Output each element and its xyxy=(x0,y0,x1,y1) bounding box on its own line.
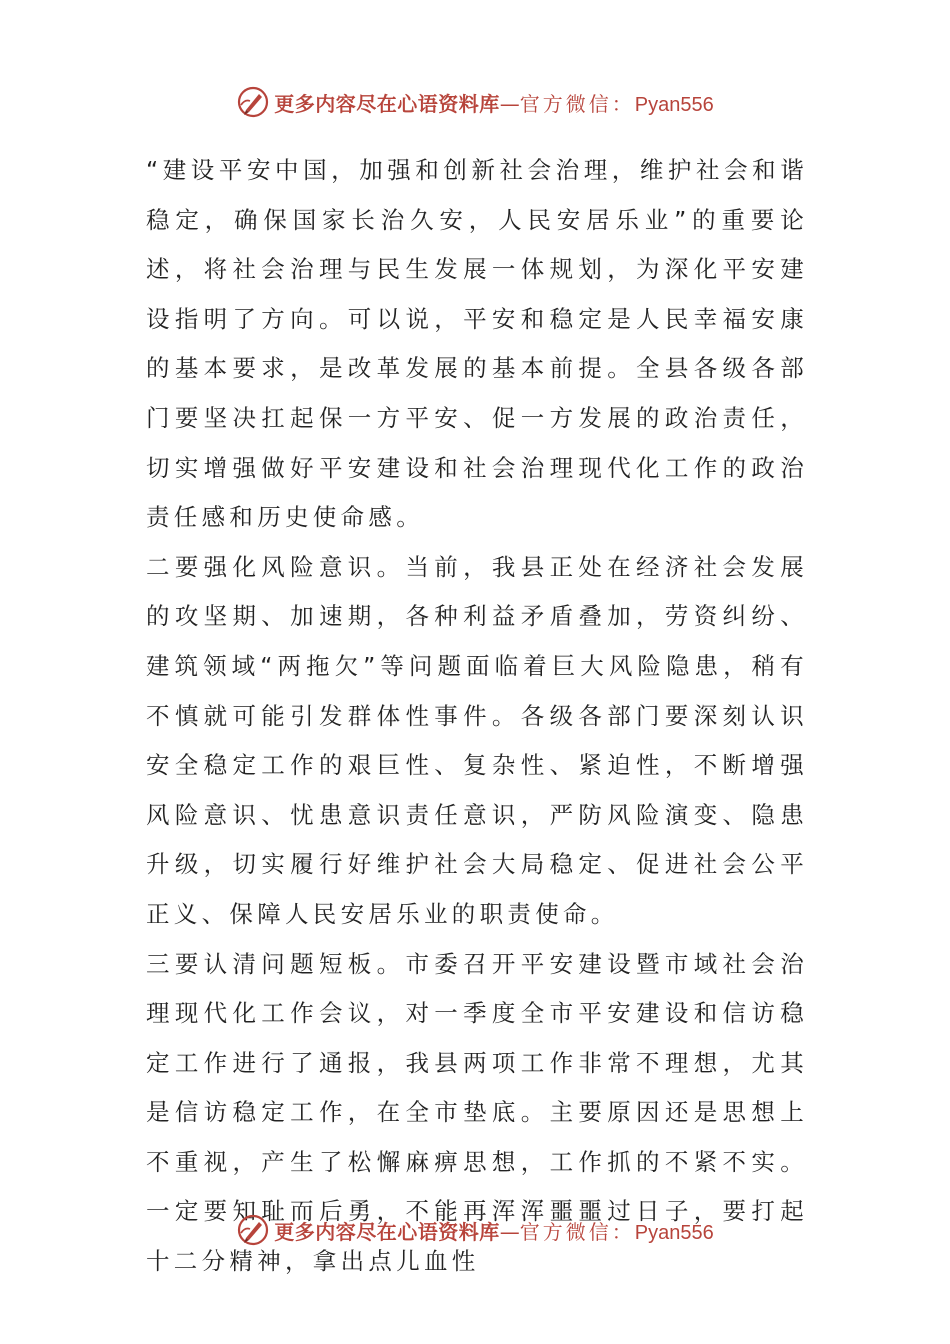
banner-brand: 更多内容尽在心语资料库 xyxy=(274,91,500,116)
banner-wechat-id: Pyan556 xyxy=(634,93,714,116)
header-banner xyxy=(0,84,950,120)
banner-wechat-label: 官方微信： xyxy=(519,91,635,116)
banner-wechat-id: Pyan556 xyxy=(634,1221,714,1244)
footer-banner xyxy=(0,1212,950,1248)
banner-wechat-label: 官方微信： xyxy=(519,1219,635,1244)
pen-circle-logo-icon xyxy=(236,85,270,119)
banner-dash: — xyxy=(499,1219,520,1244)
pen-circle-logo-icon xyxy=(236,1213,270,1247)
banner-dash: — xyxy=(499,91,520,116)
banner-brand: 更多内容尽在心语资料库 xyxy=(274,1219,500,1244)
body-paragraph: 三要认清问题短板。市委召开平安建设暨市域社会治理现代化工作会议，对一季度全市平安建设和信访稳定工作进行了通报，我县两项工作非常不理想，尤其是信访稳定工作，在全市垫底。主要原因还是思想上不重视，产生了松懈麻痹思想，工作抓的不紧不实。一定要知耻而后勇，不能再浑浑噩噩过日子，要打起十二分精神，拿出点儿血性 xyxy=(146,949,808,1276)
body-paragraph: “建设平安中国，加强和创新社会治理，维护社会和谐稳定，确保国家长治久安，人民安居乐业”的重要论述，将社会治理与民生发展一体规划，为深化平安建设指明了方向。可以说，平安和稳定是人民幸福安康的基本要求，是改革发展的基本前提。全县各级各部门要坚决扛起保一方平安、促一方发展的政治责任，切实增强做好平安建设和社会治理现代化工作的政治责任感和历史使命感。 xyxy=(146,156,808,532)
document-body xyxy=(146,146,808,1287)
body-paragraph: 二要强化风险意识。当前，我县正处在经济社会发展的攻坚期、加速期，各种利益矛盾叠加，劳资纠纷、建筑领域“两拖欠”等问题面临着巨大风险隐患，稍有不慎就可能引发群体性事件。各级各部门要深刻认识安全稳定工作的艰巨性、复杂性、紧迫性，不断增强风险意识、忧患意识责任意识，严防风险演变、隐患升级，切实履行好维护社会大局稳定、促进社会公平正义、保障人民安居乐业的职责使命。 xyxy=(146,552,808,928)
